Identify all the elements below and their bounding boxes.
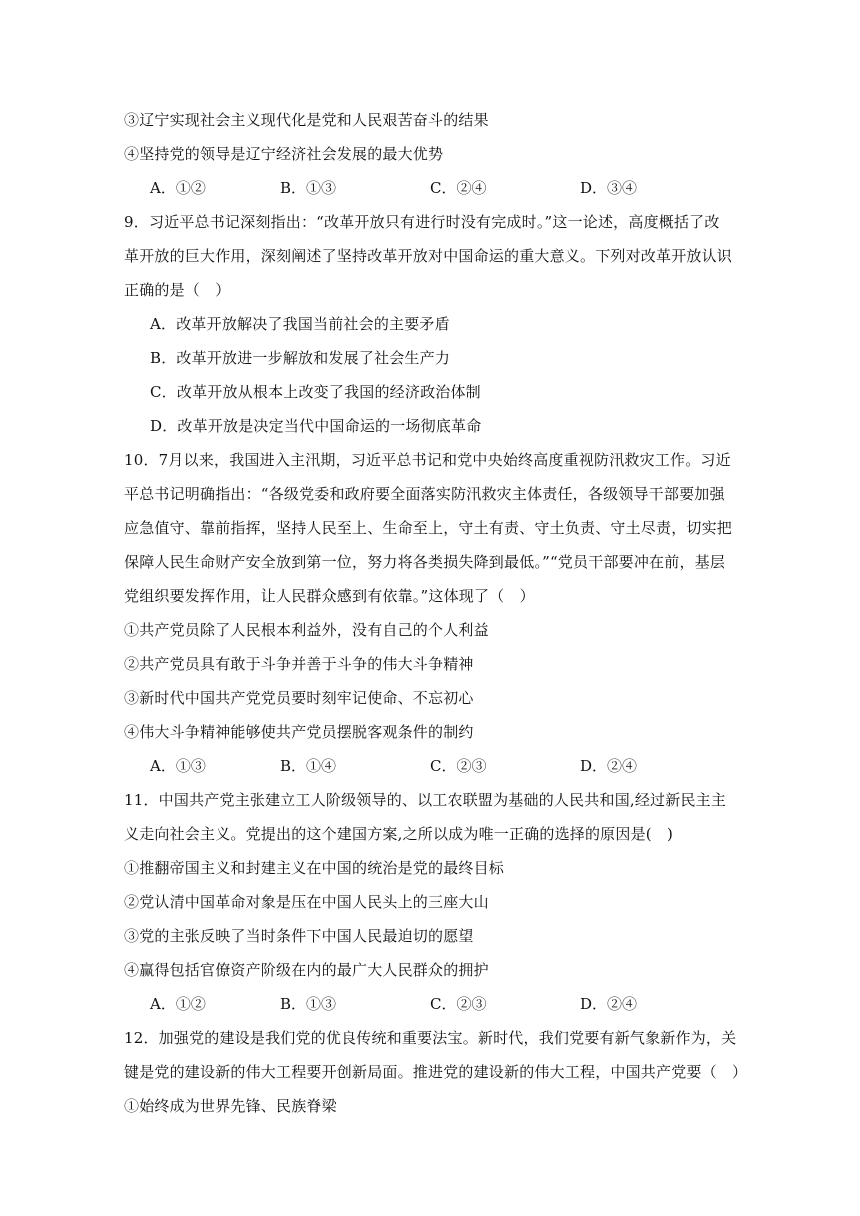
statement-2: ②共产党员具有敢于斗争并善于斗争的伟大斗争精神 bbox=[124, 655, 474, 673]
option-c: C．改革开放从根本上改变了我国的经济政治体制 bbox=[150, 383, 481, 401]
text-line: ③辽宁实现社会主义现代化是党和人民艰苦奋斗的结果 bbox=[124, 111, 489, 129]
statement-4: ④伟大斗争精神能够使共产党员摆脱客观条件的制约 bbox=[124, 723, 474, 741]
question-9-text: 9．习近平总书记深刻指出：“改革开放只有进行时没有完成时。”这一论述，高度概括了改 bbox=[124, 213, 720, 231]
option-b: B．改革开放进一步解放和发展了社会生产力 bbox=[150, 349, 451, 367]
answer-options-q11 bbox=[150, 994, 710, 1014]
question-10-text: 10．7月以来，我国进入主汛期，习近平总书记和党中央始终高度重视防汛救灾工作。习近 bbox=[124, 451, 731, 469]
answer-options-q8 bbox=[150, 178, 710, 198]
question-11-text: 11．中国共产党主张建立工人阶级领导的、以工农联盟为基础的人民共和国,经过新民主主 bbox=[124, 791, 727, 809]
option-d: D．③④ bbox=[580, 179, 638, 197]
text-line: 键是党的建设新的伟大工程要开创新局面。推进党的建设新的伟大工程，中国共产党要（ ） bbox=[124, 1063, 748, 1081]
option-a: A．①② bbox=[150, 995, 206, 1013]
option-b: B．①③ bbox=[280, 179, 337, 197]
option-c: C．②④ bbox=[430, 179, 487, 197]
text-line: 应急值守、靠前指挥，坚持人民至上、生命至上，守土有责、守土负责、守土尽责，切实把 bbox=[124, 519, 733, 537]
statement-3: ③新时代中国共产党党员要时刻牢记使命、不忘初心 bbox=[124, 689, 474, 707]
text-line: 党组织要发挥作用，让人民群众感到有依靠。”这体现了（ ） bbox=[124, 587, 535, 605]
text-line: 保障人民生命财产安全放到第一位，努力将各类损失降到最低。”“党员干部要冲在前，基层 bbox=[124, 553, 726, 571]
question-12-text: 12．加强党的建设是我们党的优良传统和重要法宝。新时代，我们党要有新气象新作为，关 bbox=[124, 1029, 737, 1047]
answer-options-q10 bbox=[150, 756, 710, 776]
statement-1: ①推翻帝国主义和封建主义在中国的统治是党的最终目标 bbox=[124, 859, 505, 877]
text-line: 正确的是（ ） bbox=[124, 281, 231, 299]
statement-3: ③党的主张反映了当时条件下中国人民最迫切的愿望 bbox=[124, 927, 474, 945]
option-d: D．②④ bbox=[580, 995, 638, 1013]
option-a: A．改革开放解决了我国当前社会的主要矛盾 bbox=[150, 315, 450, 333]
statement-2: ②党认清中国革命对象是压在中国人民头上的三座大山 bbox=[124, 893, 489, 911]
option-b: B．①④ bbox=[280, 757, 337, 775]
statement-1: ①共产党员除了人民根本利益外，没有自己的个人利益 bbox=[124, 621, 489, 639]
option-a: A．①③ bbox=[150, 757, 206, 775]
text-line: ④坚持党的领导是辽宁经济社会发展的最大优势 bbox=[124, 145, 444, 163]
statement-4: ④赢得包括官僚资产阶级在内的最广大人民群众的拥护 bbox=[124, 961, 489, 979]
text-line: 义走向社会主义。党提出的这个建国方案,之所以成为唯一正确的选择的原因是( ) bbox=[124, 825, 674, 843]
text-line: 平总书记明确指出：“各级党委和政府要全面落实防汛救灾主体责任，各级领导干部要加强 bbox=[124, 485, 725, 503]
option-c: C．②③ bbox=[430, 995, 487, 1013]
option-b: B．①③ bbox=[280, 995, 337, 1013]
option-d: D．②④ bbox=[580, 757, 638, 775]
text-line: 革开放的巨大作用，深刻阐述了坚持改革开放对中国命运的重大意义。下列对改革开放认识 bbox=[124, 247, 733, 265]
option-a: A．①② bbox=[150, 179, 206, 197]
option-c: C．②③ bbox=[430, 757, 487, 775]
statement-1: ①始终成为世界先锋、民族脊梁 bbox=[124, 1097, 337, 1115]
option-d: D．改革开放是决定当代中国命运的一场彻底革命 bbox=[150, 417, 482, 435]
